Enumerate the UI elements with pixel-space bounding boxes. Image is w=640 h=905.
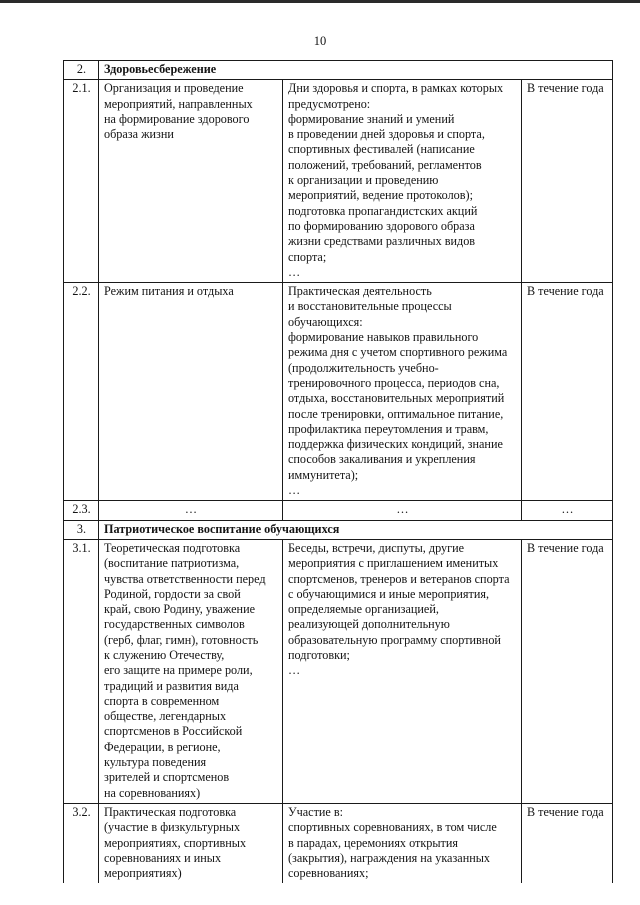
event-content-line: подготовки; — [288, 647, 350, 662]
event-name-line: Организация и проведение — [104, 81, 244, 96]
event-name-line: культура поведения — [104, 755, 207, 770]
event-content-line: мероприятия с приглашением именитых — [288, 556, 499, 571]
row-number: 2.1. — [64, 80, 99, 283]
event-name-line: мероприятий, направленных — [104, 96, 253, 111]
event-content-cell — [283, 803, 522, 883]
event-content-line: (продолжительность учебно- — [288, 360, 439, 375]
event-content-line: формирование знаний и умений — [288, 111, 455, 126]
table-row-3-2 — [64, 803, 613, 883]
event-content-line: спортсменов, тренеров и ветеранов спорта — [288, 571, 510, 586]
event-name-line: Федерации, в регионе, — [104, 739, 221, 754]
event-content-line: (закрытия), награждения на указанных — [288, 850, 491, 865]
event-content-line: с обучающимися и иные мероприятия, — [288, 586, 490, 601]
event-content-line: иммунитета); — [288, 467, 359, 482]
event-content-line: мероприятий, ведение протоколов); — [288, 188, 473, 203]
event-content-cell — [283, 539, 522, 803]
event-name-line: чувства ответственности перед — [104, 571, 266, 586]
event-content-line: формирование навыков правильного — [288, 330, 479, 345]
page-number: 10 — [313, 34, 327, 48]
section-title — [99, 520, 613, 539]
event-content-cell: … — [283, 501, 522, 520]
event-content-line: спортивных фестивалей (написание — [288, 142, 475, 157]
scan-top-edge — [0, 0, 640, 3]
table-row-2-1 — [64, 80, 613, 283]
event-time: … — [522, 501, 613, 520]
event-name-line: Практическая подготовка — [104, 804, 237, 819]
event-content-line: способов закаливания и укрепления — [288, 452, 476, 467]
row-number: 2.3. — [64, 501, 99, 520]
event-content-line: спортивных соревнованиях, в том числе — [288, 820, 497, 835]
event-content-line: тренировочного процесса, периодов сна, — [288, 375, 500, 390]
section-title — [99, 61, 613, 80]
event-time: В течение года — [522, 283, 613, 501]
event-name-line: обществе, легендарных — [104, 709, 227, 724]
event-name-cell — [99, 80, 283, 283]
section-row-health — [64, 61, 613, 80]
plan-table — [63, 60, 613, 883]
event-content-line: определяемые организацией, — [288, 602, 439, 617]
event-content-line: поддержка физических кондиций, знание — [288, 437, 503, 452]
event-content-line: к организации и проведению — [288, 173, 439, 188]
event-content-line: Беседы, встречи, диспуты, другие — [288, 540, 465, 555]
event-name-line: традиций и развития вида — [104, 678, 239, 693]
event-time: В течение года — [522, 80, 613, 283]
event-content-line: … — [288, 264, 301, 279]
event-name-line: Теоретическая подготовка — [104, 540, 241, 555]
table-row-3-1 — [64, 539, 613, 803]
row-number: 2.2. — [64, 283, 99, 501]
event-name-line: на формирование здорового — [104, 111, 250, 126]
event-name-cell — [99, 803, 283, 883]
event-content-line: обучающихся: — [288, 314, 363, 329]
event-content-line: положений, требований, регламентов — [288, 157, 482, 172]
event-name-line: мероприятиях) — [104, 866, 182, 881]
event-content-line: по формированию здорового образа — [288, 218, 475, 233]
event-name-line: государственных символов — [104, 617, 245, 632]
event-name-line: (герб, флаг, гимн), готовность — [104, 632, 259, 647]
event-content-cell — [283, 80, 522, 283]
event-content-line: образовательную программу спортивной — [288, 632, 501, 647]
event-name-cell: … — [99, 501, 283, 520]
event-content-line: после тренировки, оптимальное питание, — [288, 406, 504, 421]
event-name-cell — [99, 283, 283, 501]
section-row-patriotic — [64, 520, 613, 539]
section-number: 3. — [64, 520, 99, 539]
event-name-line: соревнованиях и иных — [104, 850, 222, 865]
event-content-line: Участие в: — [288, 804, 344, 819]
table-row-2-2 — [64, 283, 613, 501]
event-name-line: край, свою Родину, уважение — [104, 602, 256, 617]
event-content-line: Дни здоровья и спорта, в рамках которых — [288, 81, 504, 96]
event-name-line: на соревнованиях) — [104, 785, 201, 800]
section-number: 2. — [64, 61, 99, 80]
event-content-line: … — [288, 663, 301, 678]
row-number: 3.1. — [64, 539, 99, 803]
section-title-text: Здоровьесбережение — [104, 62, 217, 76]
event-content-line: Практическая деятельность — [288, 284, 432, 299]
event-content-cell — [283, 283, 522, 501]
event-name-line: спорта в современном — [104, 693, 220, 708]
event-name-line: спортсменов в Российской — [104, 724, 243, 739]
event-content-line: реализующей дополнительную — [288, 617, 450, 632]
table-row-2-3 — [64, 501, 613, 520]
event-time: В течение года — [522, 539, 613, 803]
event-content-line: режима дня с учетом спортивного режима — [288, 345, 508, 360]
event-name-line: Режим питания и отдыха — [104, 284, 234, 299]
event-time: В течение года — [522, 803, 613, 883]
event-name-line: к служению Отечеству, — [104, 647, 225, 662]
section-title-text: Патриотическое воспитание обучающихся — [104, 521, 340, 536]
event-content-line: спорта; — [288, 249, 327, 264]
event-name-line: (участие в физкультурных — [104, 820, 241, 835]
event-content-line: жизни средствами различных видов — [288, 234, 476, 249]
event-content-line: в проведении дней здоровья и спорта, — [288, 127, 485, 142]
event-content-line: предусмотрено: — [288, 96, 371, 111]
event-name-line: (воспитание патриотизма, — [104, 556, 240, 571]
event-content-line: … — [288, 483, 301, 498]
event-content-line: профилактика переутомления и травм, — [288, 421, 489, 436]
event-content-line: отдыха, восстановительных мероприятий — [288, 391, 505, 406]
row-number: 3.2. — [64, 803, 99, 883]
event-content-line: в парадах, церемониях открытия — [288, 835, 458, 850]
event-content-line: соревнованиях; — [288, 866, 369, 881]
event-name-line: Родиной, гордости за свой — [104, 586, 241, 601]
event-name-line: мероприятиях, спортивных — [104, 835, 247, 850]
event-name-cell — [99, 539, 283, 803]
event-name-line: зрителей и спортсменов — [104, 770, 230, 785]
event-name-line: образа жизни — [104, 127, 174, 142]
event-name-line: его защите на примере роли, — [104, 663, 253, 678]
event-content-line: и восстановительные процессы — [288, 299, 452, 314]
event-content-line: подготовка пропагандистских акций — [288, 203, 478, 218]
